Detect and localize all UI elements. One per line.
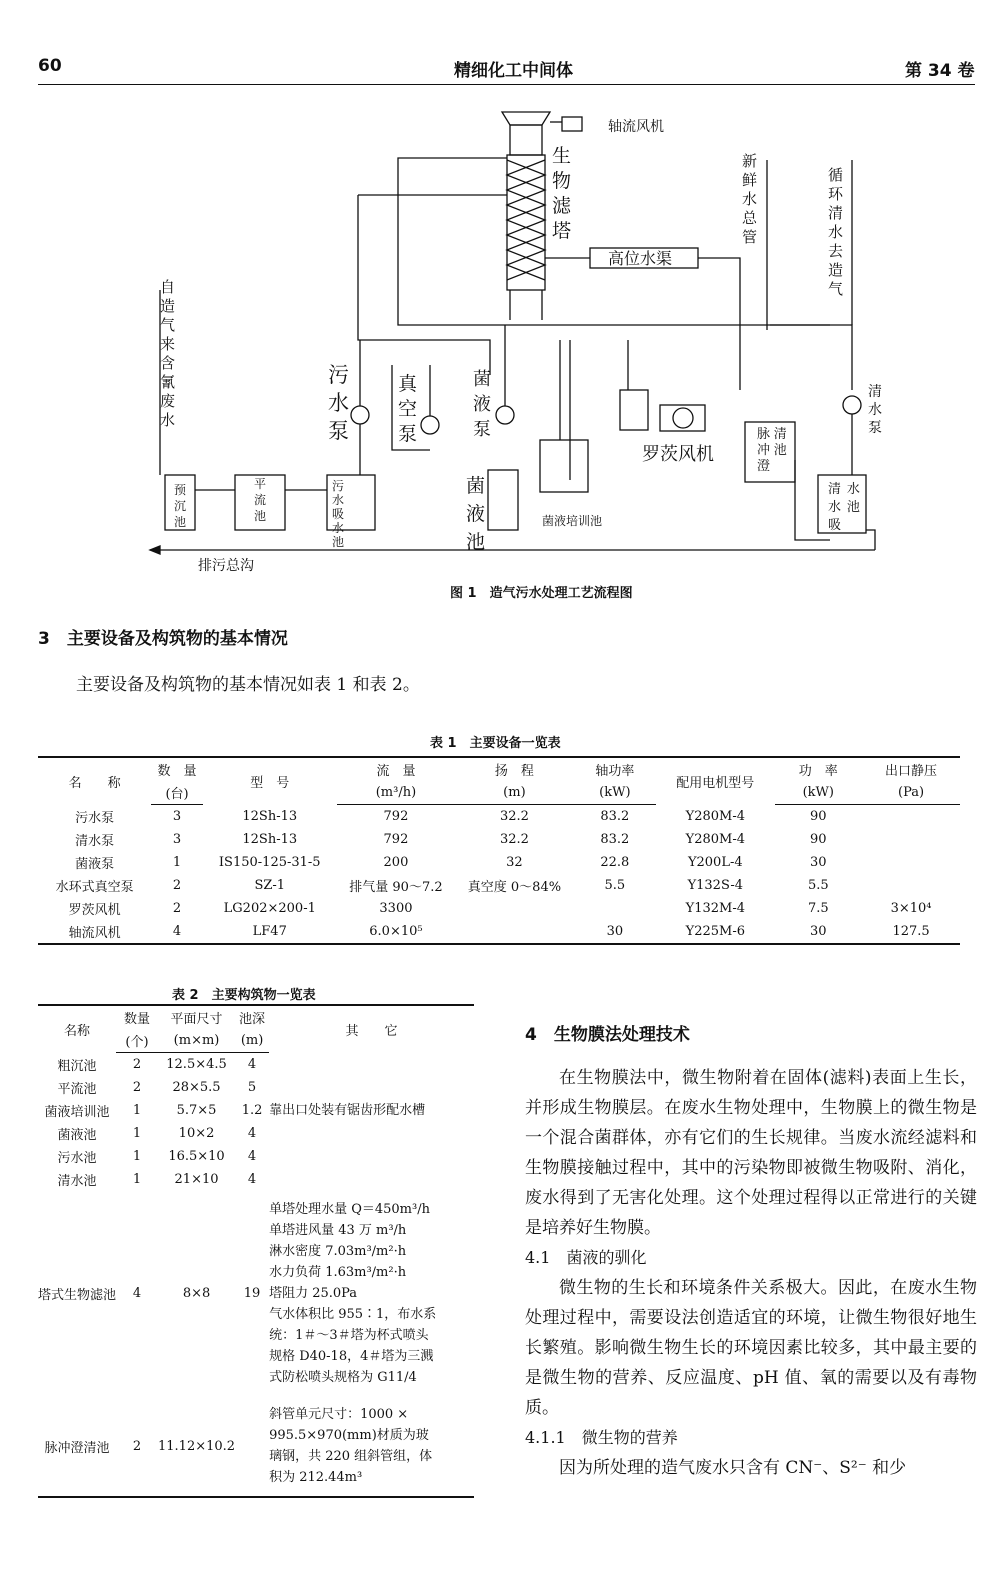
table-cell: Y132S-4 (687, 878, 744, 893)
table-cell (862, 805, 960, 829)
label-bacteria-pump: 菌液泵 (473, 369, 491, 440)
t1-h-name: 名 称 (38, 757, 151, 805)
note-line: 水力负荷 1.63m³/m²·h (269, 1265, 407, 1280)
table-cell: 12Sh-13 (242, 808, 298, 824)
table-cell: 2 (172, 901, 182, 916)
label-inflow: 自造气来含氰废水 (160, 278, 176, 429)
table-cell: 11.12×10.2 (158, 1396, 235, 1497)
header-rule (38, 84, 975, 85)
table-cell: 792 (383, 832, 409, 847)
label-axial-fan: 轴流风机 (608, 119, 664, 135)
note-line: 气水体积比 955∶1，布水系 (269, 1307, 437, 1322)
table-cell: 4 (247, 1149, 257, 1164)
table-cell: 5.5 (604, 878, 626, 893)
table-cell: 1 (132, 1126, 142, 1141)
label-sewage-pump: 污水泵 (328, 363, 349, 443)
table-cell: 3300 (379, 901, 413, 916)
table-cell: 21×10 (174, 1172, 219, 1187)
table-cell: 1.2 (241, 1103, 263, 1118)
table-cell: 200 (383, 855, 409, 870)
table-row (38, 851, 960, 874)
table-cell (455, 897, 573, 920)
note-line: 淋水密度 7.03m³/m²·h (269, 1244, 407, 1259)
note-line: 塔阻力 25.0Pa (269, 1286, 358, 1301)
t1-h-power: 功 率 (775, 757, 863, 781)
table-row (38, 1145, 474, 1168)
table-row (38, 828, 960, 851)
table-cell (862, 874, 960, 897)
table-cell: 2 (132, 1057, 142, 1072)
table1-caption: 表 1 主要设备一览表 (430, 736, 561, 751)
table-cell (269, 1122, 474, 1145)
table-cell: 真空度 0～84% (467, 880, 562, 895)
table-cell: 3 (172, 832, 182, 847)
note-line: 单塔进风量 43 万 m³/h (269, 1223, 407, 1238)
table-cell (862, 851, 960, 874)
table-cell: SZ-1 (254, 878, 286, 893)
table-cell: 32.2 (499, 809, 529, 824)
t1-h-pressure: 出口静压 (862, 757, 960, 781)
label-fresh-water: 新鲜水总管 (742, 152, 758, 246)
table-row (38, 805, 960, 829)
table-cell: 脉冲澄清池 (38, 1396, 116, 1497)
t1-h-qty: 数 量 (151, 757, 203, 781)
table-row (38, 897, 960, 920)
table-row (38, 1191, 474, 1396)
t1-h-qty-unit: (台) (151, 781, 203, 805)
table-cell: 4 (247, 1126, 257, 1141)
t2-h-name: 名称 (38, 1005, 116, 1053)
label-bacteria-pool: 菌液池 (466, 475, 486, 553)
table-cell: 2 (116, 1396, 158, 1497)
table-row (38, 1122, 474, 1145)
table-cell: 5.7×5 (176, 1103, 217, 1118)
label-equalize: 平流池 (254, 477, 267, 523)
table-cell: 排气量 90～7.2 (349, 880, 443, 895)
label-bacteria-culture: 菌液培训池 (542, 514, 603, 528)
table-cell: 10×2 (178, 1126, 215, 1141)
table-cell: 30 (810, 855, 827, 870)
table-cell: 粗沉池 (57, 1058, 97, 1074)
table-cell: 塔式生物滤池 (38, 1288, 117, 1303)
table-cell: 90 (810, 809, 827, 824)
label-clear-sump: 清水吸水池 (828, 482, 860, 533)
table-cell: 32.2 (499, 832, 529, 847)
t1-h-motor: 配用电机型号 (656, 757, 774, 805)
table-cell: 28×5.5 (172, 1080, 221, 1095)
t2-h-depth: 池深 (235, 1005, 269, 1029)
table-cell: 127.5 (862, 920, 960, 944)
table-cell: 5 (247, 1080, 257, 1095)
table-cell: 8×8 (182, 1286, 211, 1301)
table-cell (269, 1076, 474, 1099)
table-cell: 4 (132, 1286, 142, 1301)
t1-h-shaft-unit: (kW) (574, 781, 656, 805)
table-row (38, 1168, 474, 1191)
t1-h-pressure-unit: (Pa) (862, 781, 960, 805)
table-row (38, 1076, 474, 1099)
label-clear-pump: 清水泵 (868, 384, 882, 436)
t2-h-other: 其 它 (269, 1005, 474, 1053)
t2-h-size: 平面尺寸 (158, 1005, 235, 1029)
table-cell: 6.0×10⁵ (337, 920, 455, 944)
t2-h-qty: 数量 (116, 1005, 158, 1029)
table-cell (269, 1396, 474, 1497)
table-cell (235, 1396, 269, 1497)
section41-title: 4.1 菌液的驯化 (525, 1248, 647, 1267)
label-recycle-water: 循环清水去造气 (828, 166, 844, 298)
note-line: 单塔处理水量 Q＝450m³/h (269, 1202, 430, 1217)
volume-label: 第 34 卷 (905, 61, 975, 81)
table-cell (574, 897, 656, 920)
table-cell: 32 (506, 855, 523, 870)
t1-h-shaft: 轴功率 (574, 757, 656, 781)
table-row (38, 874, 960, 897)
section3-title: 3 主要设备及构筑物的基本情况 (38, 629, 288, 649)
table-cell: Y200L-4 (687, 855, 743, 870)
table-cell: 83.2 (600, 832, 630, 847)
table-cell: 4 (151, 920, 203, 944)
t1-h-flow: 流 量 (337, 757, 455, 781)
section4-title: 4 生物膜法处理技术 (525, 1025, 690, 1045)
note-line: 995.5×970(mm)材质为玻 (269, 1428, 429, 1443)
table-cell: IS150-125-31-5 (218, 855, 321, 870)
label-drain: 排污总沟 (198, 558, 254, 574)
section4-para1: 在生物膜法中，微生物附着在固体(滤料)表面上生长，并形成生物膜层。在废水生物处理中，生物膜上的微生物是一个混合菌群体，亦有它们的生长规律。当废水流经滤料和生物膜接触过程中，其中的污染物即被微生物吸附、消化，废水得到了无害化处理。这个处理过程得以正常进行的关键是培养好生物膜。 (525, 1068, 977, 1238)
table-cell: 2 (132, 1080, 142, 1095)
t1-h-power-unit: (kW) (775, 781, 863, 805)
t1-h-head: 扬 程 (455, 757, 573, 781)
table-cell (862, 828, 960, 851)
table-cell: 22.8 (600, 855, 630, 870)
section3-text: 主要设备及构筑物的基本情况如表 1 和表 2。 (76, 675, 420, 695)
table-cell (269, 1191, 474, 1396)
table-cell (455, 920, 573, 944)
table-cell (269, 1145, 474, 1168)
t2-h-qty-unit: (个) (116, 1029, 158, 1053)
table-cell: 轴流风机 (38, 920, 151, 944)
table-cell: 4 (247, 1057, 257, 1072)
table-cell: 3×10⁴ (890, 901, 932, 916)
section4-para3: 因为所处理的造气废水只含有 CN⁻、S²⁻ 和少 (559, 1458, 907, 1478)
section411-title: 4.1.1 微生物的营养 (525, 1428, 678, 1447)
figure-caption: 图 1 造气污水处理工艺流程图 (450, 586, 633, 601)
table-cell: Y225M-6 (656, 920, 774, 944)
table-cell: 菌液培训池 (44, 1105, 110, 1120)
label-vacuum-pump: 真空泵 (398, 373, 418, 445)
journal-title: 精细化工中间体 (454, 61, 573, 81)
label-bio-tower: 生物滤塔 (552, 145, 572, 242)
table-cell: LF47 (203, 920, 337, 944)
table-cell: 1 (172, 855, 182, 870)
table-cell: 30 (574, 920, 656, 944)
note-line: 积为 212.44m³ (269, 1470, 363, 1485)
table-cell: Y132M-4 (685, 901, 745, 916)
table-cell: 1 (132, 1172, 142, 1187)
table-cell: 污水池 (57, 1151, 97, 1166)
table-cell: 污水泵 (75, 810, 115, 826)
table-cell: 2 (172, 878, 182, 893)
label-sewage-sump: 污水吸水池 (332, 479, 345, 549)
table-cell: 19 (243, 1286, 261, 1301)
note-line: 斜管单元尺寸：1000 × (269, 1407, 409, 1422)
table-cell: 清水泵 (75, 834, 115, 849)
table-row (38, 920, 960, 944)
table-cell: 12Sh-13 (242, 832, 298, 847)
table1 (38, 756, 960, 945)
table2-caption: 表 2 主要构筑物一览表 (172, 988, 316, 1003)
table-cell: 30 (775, 920, 863, 944)
table-cell (269, 1053, 474, 1077)
table2 (38, 1004, 474, 1498)
table-cell: Y280M-4 (685, 832, 745, 847)
table-cell: 5.5 (807, 878, 829, 893)
table-cell: 菌液泵 (75, 857, 115, 872)
table-cell: 7.5 (807, 901, 829, 916)
label-high-channel: 高位水渠 (608, 249, 673, 268)
table-cell: 靠出口处装有锯齿形配水槽 (269, 1103, 426, 1118)
table-cell: 792 (383, 809, 409, 824)
table-cell: 12.5×4.5 (166, 1057, 227, 1072)
label-roots-fan: 罗茨风机 (642, 444, 714, 465)
table-cell: 水环式真空泵 (55, 880, 134, 895)
table-cell: 1 (132, 1103, 142, 1118)
table-cell: 清水池 (57, 1174, 97, 1189)
page-number: 60 (38, 56, 62, 76)
table-cell: LG202×200-1 (223, 901, 316, 916)
table-cell: 菌液池 (57, 1128, 97, 1143)
t1-h-model: 型 号 (203, 757, 337, 805)
note-line: 规格 D40-18，4＃塔为三溅 (269, 1349, 434, 1364)
note-line: 璃钢，共 220 组斜管组，体 (269, 1449, 433, 1464)
table-cell: 3 (172, 809, 182, 824)
t1-h-flow-unit: (m³/h) (337, 781, 455, 805)
section4 (525, 1020, 977, 1483)
note-line: 统：1＃～3＃塔为杯式喷头 (269, 1328, 429, 1343)
table-cell: 平流池 (57, 1082, 97, 1097)
t2-h-depth-unit: (m) (235, 1029, 269, 1053)
label-pulse-clarifier: 脉冲澄清池 (757, 427, 787, 474)
table-cell: 90 (810, 832, 827, 847)
t2-h-size-unit: (m×m) (158, 1029, 235, 1053)
table-cell: 16.5×10 (168, 1149, 225, 1164)
table-row (38, 1099, 474, 1122)
table-cell (269, 1168, 474, 1191)
section4-para2: 微生物的生长和环境条件关系极大。因此，在废水生物处理过程中，需要设法创造适宜的环境，让微生物很好地生长繁殖。影响微生物生长的环境因素比较多，其中最主要的是微生物的营养、反应温度、pH 值、氧的需要以及有毒物质。 (525, 1278, 977, 1418)
t1-h-head-unit: (m) (455, 781, 573, 805)
table-cell: 4 (247, 1172, 257, 1187)
table-row (38, 1053, 474, 1077)
label-pre-settle: 预沉池 (174, 483, 187, 529)
table-cell: Y280M-4 (685, 808, 745, 824)
note-line: 式防松喷头规格为 G11/4 (269, 1370, 417, 1385)
table-cell: 1 (132, 1149, 142, 1164)
table-cell: 83.2 (600, 809, 630, 824)
process-flow-diagram (130, 100, 920, 580)
table-cell: 罗茨风机 (68, 903, 121, 918)
table-row (38, 1396, 474, 1497)
